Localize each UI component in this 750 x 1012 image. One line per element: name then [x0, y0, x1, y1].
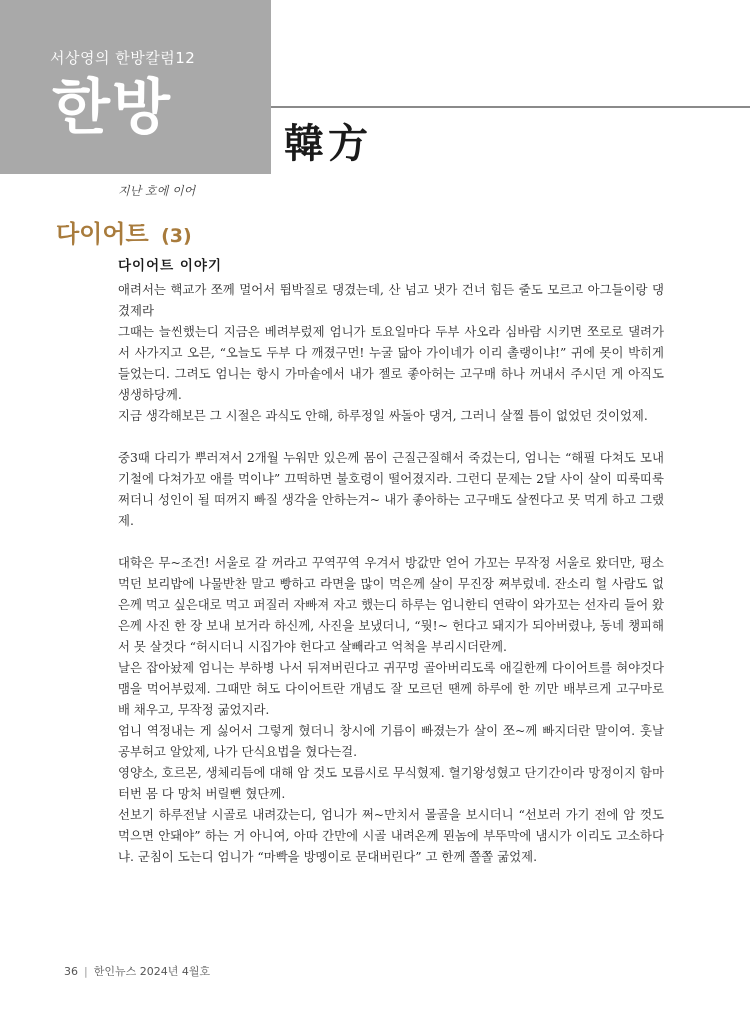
article-subheading: 다이어트 이야기 [118, 258, 222, 274]
series-label: 서상영의 한방칼럼12 [50, 49, 196, 67]
paragraph-spacer [118, 531, 664, 552]
paragraph: 영양소, 호르몬, 생체리듬에 대해 암 것도 모름시로 무식혔제. 혈기왕성혔고 단기간이라 망정이지 함마터번 몸 다 망처 버릴뻔 혔단께. [118, 765, 664, 801]
hanja-title: 韓方 [284, 120, 372, 167]
page-number: 36 [64, 965, 78, 978]
page-footer [64, 963, 210, 979]
paragraph: 지금 생각해보믄 그 시절은 과식도 안해, 하루정일 싸돌아 댕겨, 그러니 살찔 틈이 없었던 것이었제. [118, 408, 648, 423]
article-body [118, 256, 664, 867]
paragraph: 날은 잡아놨제 엄니는 부하병 나서 뒤져버린다고 귀꾸멍 골아버리도록 애길한께 다이어트를 혀야것다 맴을 먹어부렀제. 그때만 혀도 다이어트란 개념도 잘 모르던 땐께 하루에 한 끼만 배부르게 고구마로 배 채우고, 무작정 굶었지라. [118, 660, 664, 717]
continued-note: 지난 호에 이어 [118, 184, 196, 198]
paragraph-spacer [118, 426, 664, 447]
publication-name: 한인뉴스 2024년 4월호 [93, 965, 211, 978]
header-divider [271, 106, 750, 108]
column-title: 한방 [52, 73, 172, 143]
paragraph: 그때는 늘씬했는디 지금은 베려부렀제 엄니가 토요일마다 두부 사오라 심바람 시키면 쪼로로 댈려가서 사가지고 오믄, “오늘도 두부 다 깨졌구먼! 누굴 닮아 가이네가 이리 촐랭이냐!” 귀에 못이 박히게 들었는디. 그려도 엄니는 항시 가마솥에서 내가 젤로 좋아허는 고구매 하나 꺼내서 주시던 게 아직도 생생하당께. [118, 324, 664, 402]
paragraph: 대학은 무~조건! 서울로 갈 꺼라고 꾸역꾸역 우겨서 방값만 얻어 가꼬는 무작정 서울로 왔더만, 평소 먹던 보리밥에 나물반찬 말고 빵하고 라면을 많이 먹은께 살이 무진장 쪄부렀네. 잔소리 헐 사람도 없은께 먹고 싶은대로 먹고 퍼질러 자빠져 자고 했는디 하루는 엄니한티 연락이 와가꼬는 선자리 들어 왔은께 사진 한 장 보내 보거라 하신께, 사진을 보냈더니, “뭣!~ 헌다고 돼지가 되아버렸냐, 동네 챙피해서 못 살것다 “허시더니 시집가야 헌다고 살빼라고 억척을 부리시더란께. [118, 555, 664, 654]
header-gray-block [0, 0, 271, 174]
footer-separator: | [84, 965, 88, 978]
section-heading [56, 214, 192, 249]
section-number: (3) [161, 225, 192, 247]
paragraph: 선보기 하루전날 시골로 내려갔는디, 엄니가 쩌~만치서 몰골을 보시더니 “선보러 가기 전에 암 껏도 먹으면 안돼야” 하는 거 아니여, 아따 간만에 시골 내려온께 묀놈에 부뚜막에 냄시가 이리도 고소하다냐. 군침이 도는디 엄니가 “마빡을 방멩이로 문대버린다” 고 한께 쫄쫄 굶었제. [118, 807, 664, 864]
paragraph: 엄니 역정내는 게 싫어서 그렇게 혔더니 창시에 기름이 빠졌는가 살이 쪼~께 빠지더란 말이여. 훗날 공부허고 알았제, 나가 단식요법을 혔다는걸. [118, 723, 664, 759]
paragraph: 중3때 다리가 뿌러져서 2개월 누워만 있은께 몸이 근질근질해서 죽겄는디, 엄니는 “해필 다쳐도 모내기철에 다쳐가꼬 애를 먹이냐” 끄떡하면 불호령이 떨어졌지라. 그런디 문제는 2달 사이 살이 띠룩띠룩 쩌더니 성인이 될 떠꺼지 빠질 생각을 안하는겨~ 내가 좋아하는 고구매도 살찐다고 못 먹게 하고 그랬제. [118, 450, 664, 528]
section-title: 다이어트 [56, 220, 149, 248]
paragraph: 애려서는 핵교가 쪼께 멀어서 뜀박질로 댕겼는데, 산 넘고 냇가 건너 힘든 줄도 모르고 아그들이랑 댕겼제라 [118, 282, 664, 318]
